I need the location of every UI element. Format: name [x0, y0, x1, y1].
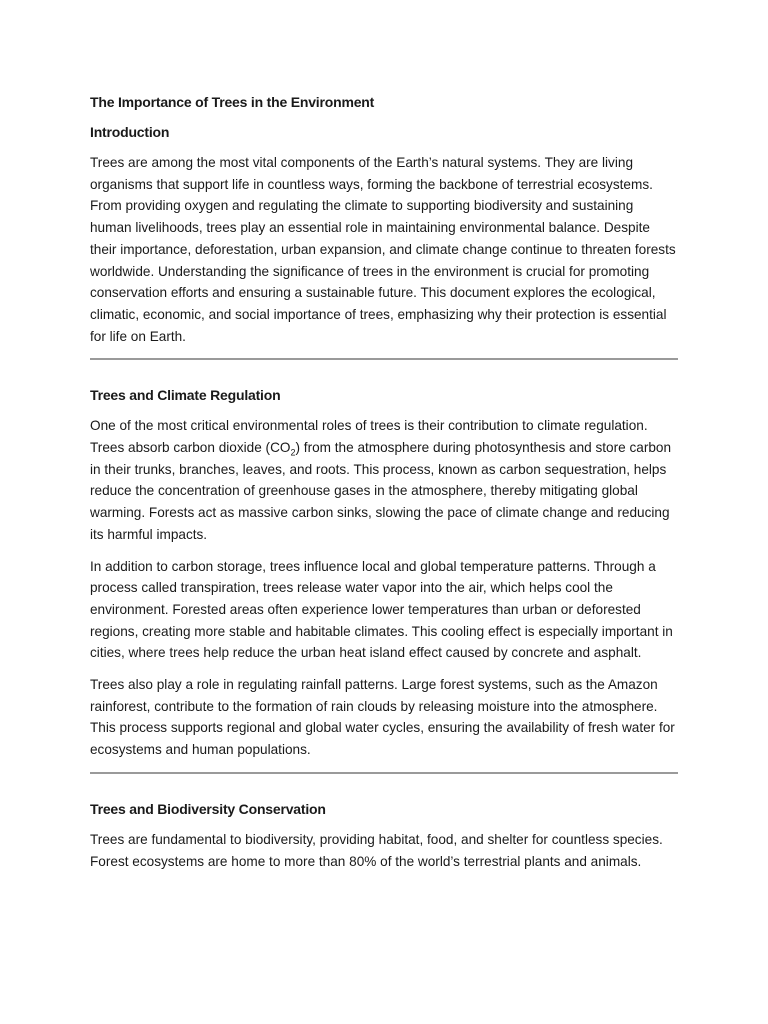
- paragraph-biodiversity-1: Trees are fundamental to biodiversity, providing habitat, food, and shelter for countless species. Forest ecosystems are home to more than 80% of the world’s terrestrial plants and animals.: [90, 831, 663, 869]
- document-title: The Importance of Trees in the Environment: [90, 94, 375, 110]
- paragraph-introduction-1: Trees are among the most vital components of the Earth’s natural systems. They are living organisms that support life in countless ways, forming the backbone of terrestrial ecosystems. From providing oxygen and regulating the climate to supporting biodiversity and sustaining human livelihoods, trees play an essential role in maintaining environmental balance. Despite their importance, deforestation, urban expansion, and climate change continue to threaten forests worldwide. Understanding the significance of trees in the environment is crucial for promoting conservation efforts and ensuring a sustainable future. This document explores the ecological, climatic, economic, and social importance of trees, emphasizing why their protection is essential for life on Earth.: [90, 155, 676, 344]
- section-heading-introduction: Introduction: [90, 124, 170, 140]
- section-introduction: [90, 122, 678, 347]
- paragraph-climate-3: Trees also play a role in regulating rainfall patterns. Large forest systems, such as the Amazon rainforest, contribute to the formation of rain clouds by releasing moisture into the atmosphere. This process supports regional and global water cycles, ensuring the availability of fresh water for ecosystems and human populations.: [90, 677, 675, 758]
- section-climate-regulation: [90, 385, 678, 761]
- co2-subscript: 2: [290, 447, 296, 458]
- paragraph-climate-1-part-a: One of the most critical environmental roles of trees is their contribution to climate regulation. Trees absorb carbon dioxide (CO: [90, 418, 648, 456]
- section-heading-climate-regulation: Trees and Climate Regulation: [90, 387, 281, 404]
- section-heading-biodiversity: Trees and Biodiversity Conservation: [90, 800, 326, 817]
- paragraph-climate-1: [90, 415, 678, 545]
- paragraph-climate-1-part-b: ) from the atmosphere during photosynthesis and store carbon in their trunks, branches, leaves, and roots. This process, known as carbon sequestration, helps reduce the concentration of greenhouse gases in the atmosphere, thereby mitigating global warming. Forests act as massive carbon sinks, slowing the pace of climate change and reducing its harmful impacts.: [90, 440, 672, 542]
- section-divider-1: [90, 358, 678, 360]
- section-divider-2: [90, 772, 678, 774]
- paragraph-climate-2: In addition to carbon storage, trees influence local and global temperature patterns. Through a process called transpiration, trees release water vapor into the air, which helps cool the environment. Forested areas often experience lower temperatures than urban or deforested regions, creating more stable and habitable climates. This cooling effect is especially important in cities, where trees help reduce the urban heat island effect caused by concrete and asphalt.: [90, 558, 673, 661]
- section-biodiversity: [90, 799, 678, 872]
